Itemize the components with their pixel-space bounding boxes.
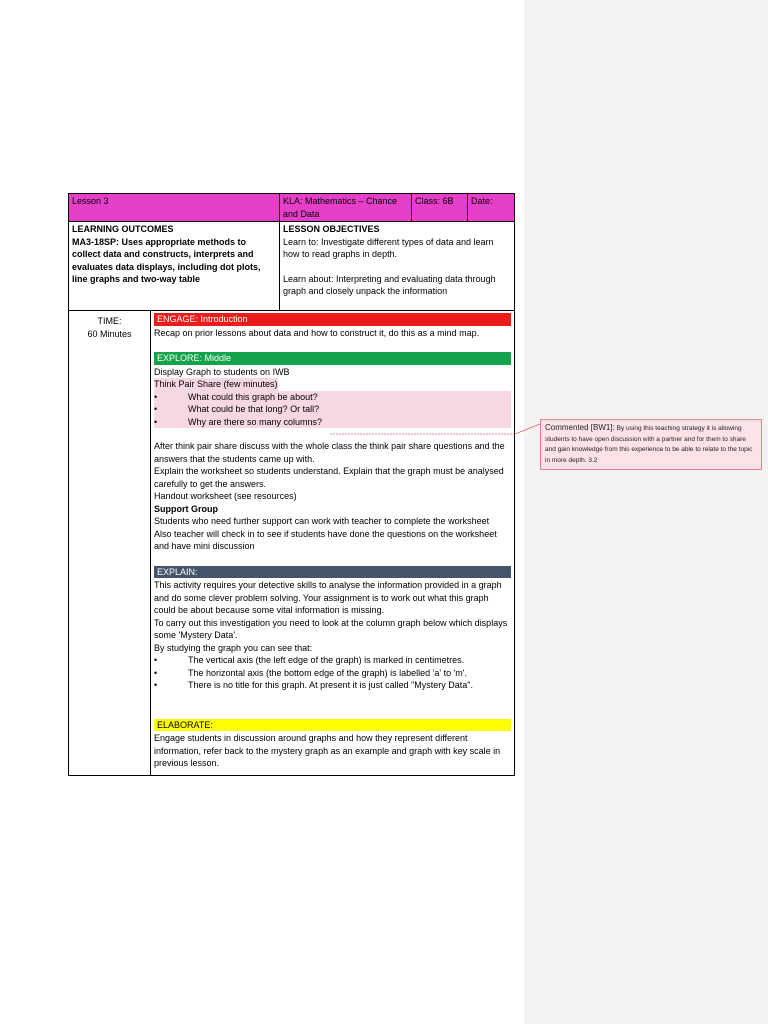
explain-bullet-text: There is no title for this graph. At present it is just called "Mystery Data". <box>188 680 474 690</box>
lesson-number: Lesson 3 <box>72 196 109 206</box>
learning-outcomes-heading: LEARNING OUTCOMES <box>72 224 174 234</box>
explore-bullet-text: Why are there so many columns? <box>188 416 323 427</box>
learning-outcomes-text: MA3-18SP: Uses appropriate methods to collect data and constructs, interprets and evaluates data displays, including dot plots, line graphs and two-way table <box>72 236 261 284</box>
comment-balloon[interactable] <box>540 419 762 470</box>
elaborate-text: Engage students in discussion around graphs and how they represent different information, refer back to the mystery graph as an example and graph with key scale in previous lesson. <box>154 733 501 768</box>
explore-para-worksheet: Explain the worksheet so students understand. Explain that the graph must be analysed carefully to get the answers. <box>154 466 504 489</box>
explore-bullet-text: What could be that long? Or tall? <box>188 404 320 414</box>
support-text-1: Students who need further support can work with teacher to complete the worksheet <box>154 516 490 526</box>
bullet-marker: • <box>154 416 158 427</box>
kla-text: KLA: Mathematics – Chance and Data <box>283 196 398 219</box>
time-label: TIME: <box>97 316 122 326</box>
bullet-marker: • <box>154 667 158 678</box>
bullet-marker: • <box>154 680 158 690</box>
class-text: Class: 6B <box>415 196 454 206</box>
bullet-marker: • <box>154 655 158 665</box>
learn-to-text: Learn to: Investigate different types of data and learn how to read graphs in depth. <box>283 236 494 259</box>
lesson-objectives-heading: LESSON OBJECTIVES <box>283 224 380 234</box>
explore-para-handout: Handout worksheet (see resources) <box>154 491 297 501</box>
explain-para-3: By studying the graph you can see that: <box>154 642 313 653</box>
time-value: 60 Minutes <box>87 328 132 339</box>
bullet-marker: • <box>154 391 158 402</box>
explain-para-1: This activity requires your detective skills to analyse the information provided in a graph and do some clever problem solving. Your assignment is to work out what this graph could be about because some vital information is missing. <box>154 580 502 615</box>
support-text-2: Also teacher will check in to see if students have done the questions on the worksheet and have mini discussion <box>154 528 497 551</box>
explore-para-discuss: After think pair share discuss with the whole class the think pair share questions and the answers that the students came up with. <box>154 441 505 464</box>
elaborate-heading: ELABORATE: <box>154 719 511 732</box>
comment-label: Commented [BW1]: <box>545 423 615 432</box>
explore-bullet-text: What could this graph be about? <box>188 391 318 402</box>
engage-text: Recap on prior lessons about data and how to construct it, do this as a mind map. <box>154 327 480 338</box>
support-group-heading: Support Group <box>154 503 218 514</box>
explain-heading: EXPLAIN: <box>154 566 511 579</box>
explain-bullet-text: The horizontal axis (the bottom edge of the graph) is labelled 'a' to 'm'. <box>188 667 468 678</box>
think-pair-share: Think Pair Share (few minutes) <box>154 379 278 389</box>
date-text: Date: <box>471 196 493 206</box>
explain-bullet-text: The vertical axis (the left edge of the graph) is marked in centimetres. <box>188 655 465 665</box>
explore-line-display: Display Graph to students on IWB <box>154 366 290 377</box>
bullet-marker: • <box>154 404 158 414</box>
explore-heading: EXPLORE: Middle <box>154 352 511 365</box>
explain-para-2: To carry out this investigation you need to look at the column graph below which displays some 'Mystery Data'. <box>154 617 508 640</box>
engage-heading: ENGAGE: Introduction <box>154 313 511 326</box>
learn-about-text: Learn about: Interpreting and evaluating data through graph and closely unpack the information <box>283 273 496 296</box>
comment-text: By using this teaching strategy it is allowing students to have open discussion with a partner and for them to share and gain knowledge from this experience to be able to relate to the topic in more depth. 3.2 <box>545 425 753 464</box>
